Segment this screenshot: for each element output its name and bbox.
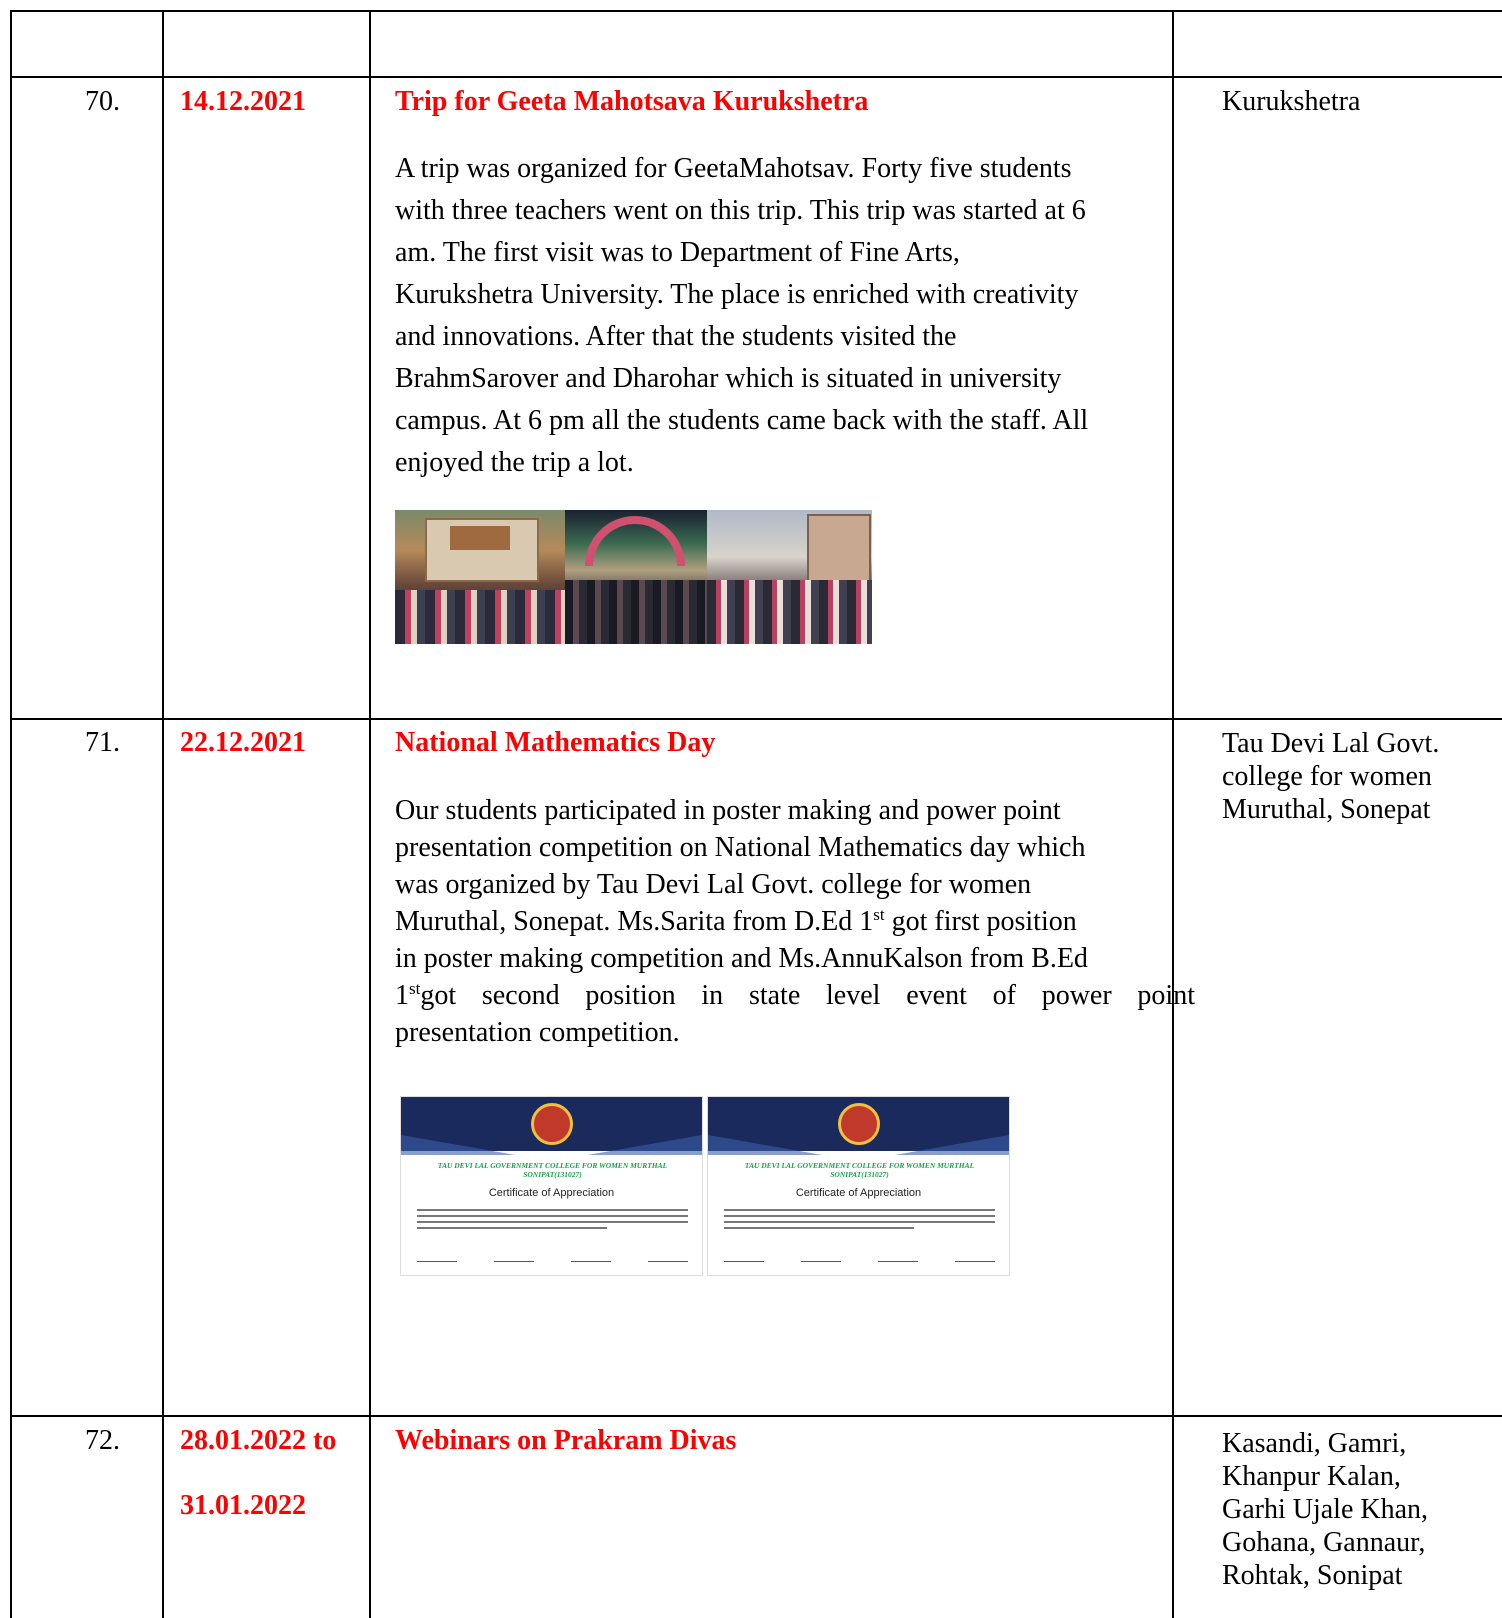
description-line-last: enjoyed the trip a lot. — [395, 447, 634, 478]
description-line: am. The first visit was to Department of Fine Arts, — [395, 237, 960, 268]
description-text: got second position in state level event of power point — [420, 980, 1195, 1011]
superscript-st: st — [409, 979, 421, 998]
row-number: 72. — [85, 1425, 120, 1456]
event-title: Webinars on Prakram Divas — [395, 1425, 737, 1456]
certificate-image — [400, 1096, 703, 1276]
description-text: 1 — [395, 980, 409, 1011]
place-line: Kasandi, Gamri, — [1222, 1428, 1407, 1459]
table-border-col2 — [369, 10, 371, 1618]
trip-photo-group-outdoor — [707, 510, 872, 644]
row-number: 70. — [85, 86, 120, 117]
description-text: Muruthal, Sonepat. Ms.Sarita from D.Ed 1 — [395, 906, 874, 937]
description-line: BrahmSarover and Dharohar which is situated in university — [395, 363, 1062, 394]
certificate-images — [400, 1096, 1010, 1276]
certificate-body-text — [724, 1209, 995, 1233]
certificate-signatures — [417, 1247, 688, 1262]
description-line: in poster making competition and Ms.AnnuKalson from B.Ed — [395, 943, 1088, 974]
event-place — [1222, 727, 1497, 826]
table-border-col1 — [162, 10, 164, 1618]
certificate-college-name: TAU DEVI LAL GOVERNMENT COLLEGE FOR WOMEN MURTHAL SONIPAT(131027) — [744, 1161, 975, 1179]
event-date: 28.01.2022 to — [180, 1425, 337, 1456]
certificate-heading: Certificate of Appreciation — [795, 1187, 922, 1199]
description-text: got first position — [884, 906, 1077, 937]
description-line: A trip was organized for GeetaMahotsav. Forty five students — [395, 153, 1072, 184]
description-line: Kurukshetra University. The place is enriched with creativity — [395, 279, 1079, 310]
certificate-body-text — [417, 1209, 688, 1233]
place-line: Kurukshetra — [1222, 86, 1361, 117]
certificate-signatures — [724, 1247, 995, 1262]
college-seal-icon — [531, 1103, 573, 1145]
place-line: Rohtak, Sonipat — [1222, 1560, 1403, 1591]
place-line: Gohana, Gannaur, — [1222, 1527, 1426, 1558]
certificate-image — [707, 1096, 1010, 1276]
place-line: Muruthal, Sonepat — [1222, 794, 1431, 825]
event-place — [1222, 1427, 1497, 1592]
certificate-heading: Certificate of Appreciation — [488, 1187, 615, 1199]
event-title: National Mathematics Day — [395, 727, 716, 758]
event-place — [1222, 86, 1497, 118]
table-border-row70-top — [10, 76, 1502, 78]
description-fragment — [395, 903, 1077, 940]
row-number: 71. — [85, 727, 120, 758]
place-line: college for women — [1222, 761, 1432, 792]
table-border-left — [10, 10, 12, 1618]
description-line-last: presentation competition. — [395, 1017, 680, 1048]
description-line — [395, 903, 1195, 940]
event-description — [395, 148, 1195, 484]
table-border-top — [10, 10, 1502, 12]
description-line: campus. At 6 pm all the students came back with the staff. All — [395, 405, 1089, 436]
trip-photo-strip — [395, 510, 872, 644]
table-border-row71-top — [10, 718, 1502, 720]
table-border-row72-top — [10, 1415, 1502, 1417]
superscript-st: st — [873, 905, 885, 924]
description-line: Our students participated in poster making and power point — [395, 795, 1061, 826]
description-line: with three teachers went on this trip. This trip was started at 6 — [395, 195, 1086, 226]
event-date: 22.12.2021 — [180, 727, 306, 758]
event-date-end: 31.01.2022 — [180, 1490, 306, 1521]
description-line: presentation competition on National Mathematics day which — [395, 832, 1086, 863]
place-line: Khanpur Kalan, — [1222, 1461, 1401, 1492]
college-seal-icon — [838, 1103, 880, 1145]
place-line: Tau Devi Lal Govt. — [1222, 728, 1440, 759]
event-date: 14.12.2021 — [180, 86, 306, 117]
event-description — [395, 792, 1195, 1051]
description-line: and innovations. After that the students visited the — [395, 321, 957, 352]
trip-photo-gate-night — [565, 510, 707, 644]
description-line — [395, 977, 1195, 1014]
certificate-college-name: TAU DEVI LAL GOVERNMENT COLLEGE FOR WOMEN MURTHAL SONIPAT(131027) — [437, 1161, 668, 1179]
event-title: Trip for Geeta Mahotsava Kurukshetra — [395, 86, 869, 117]
place-line: Garhi Ujale Khan, — [1222, 1494, 1429, 1525]
trip-photo-group-building — [395, 510, 565, 644]
description-line: was organized by Tau Devi Lal Govt. college for women — [395, 869, 1032, 900]
